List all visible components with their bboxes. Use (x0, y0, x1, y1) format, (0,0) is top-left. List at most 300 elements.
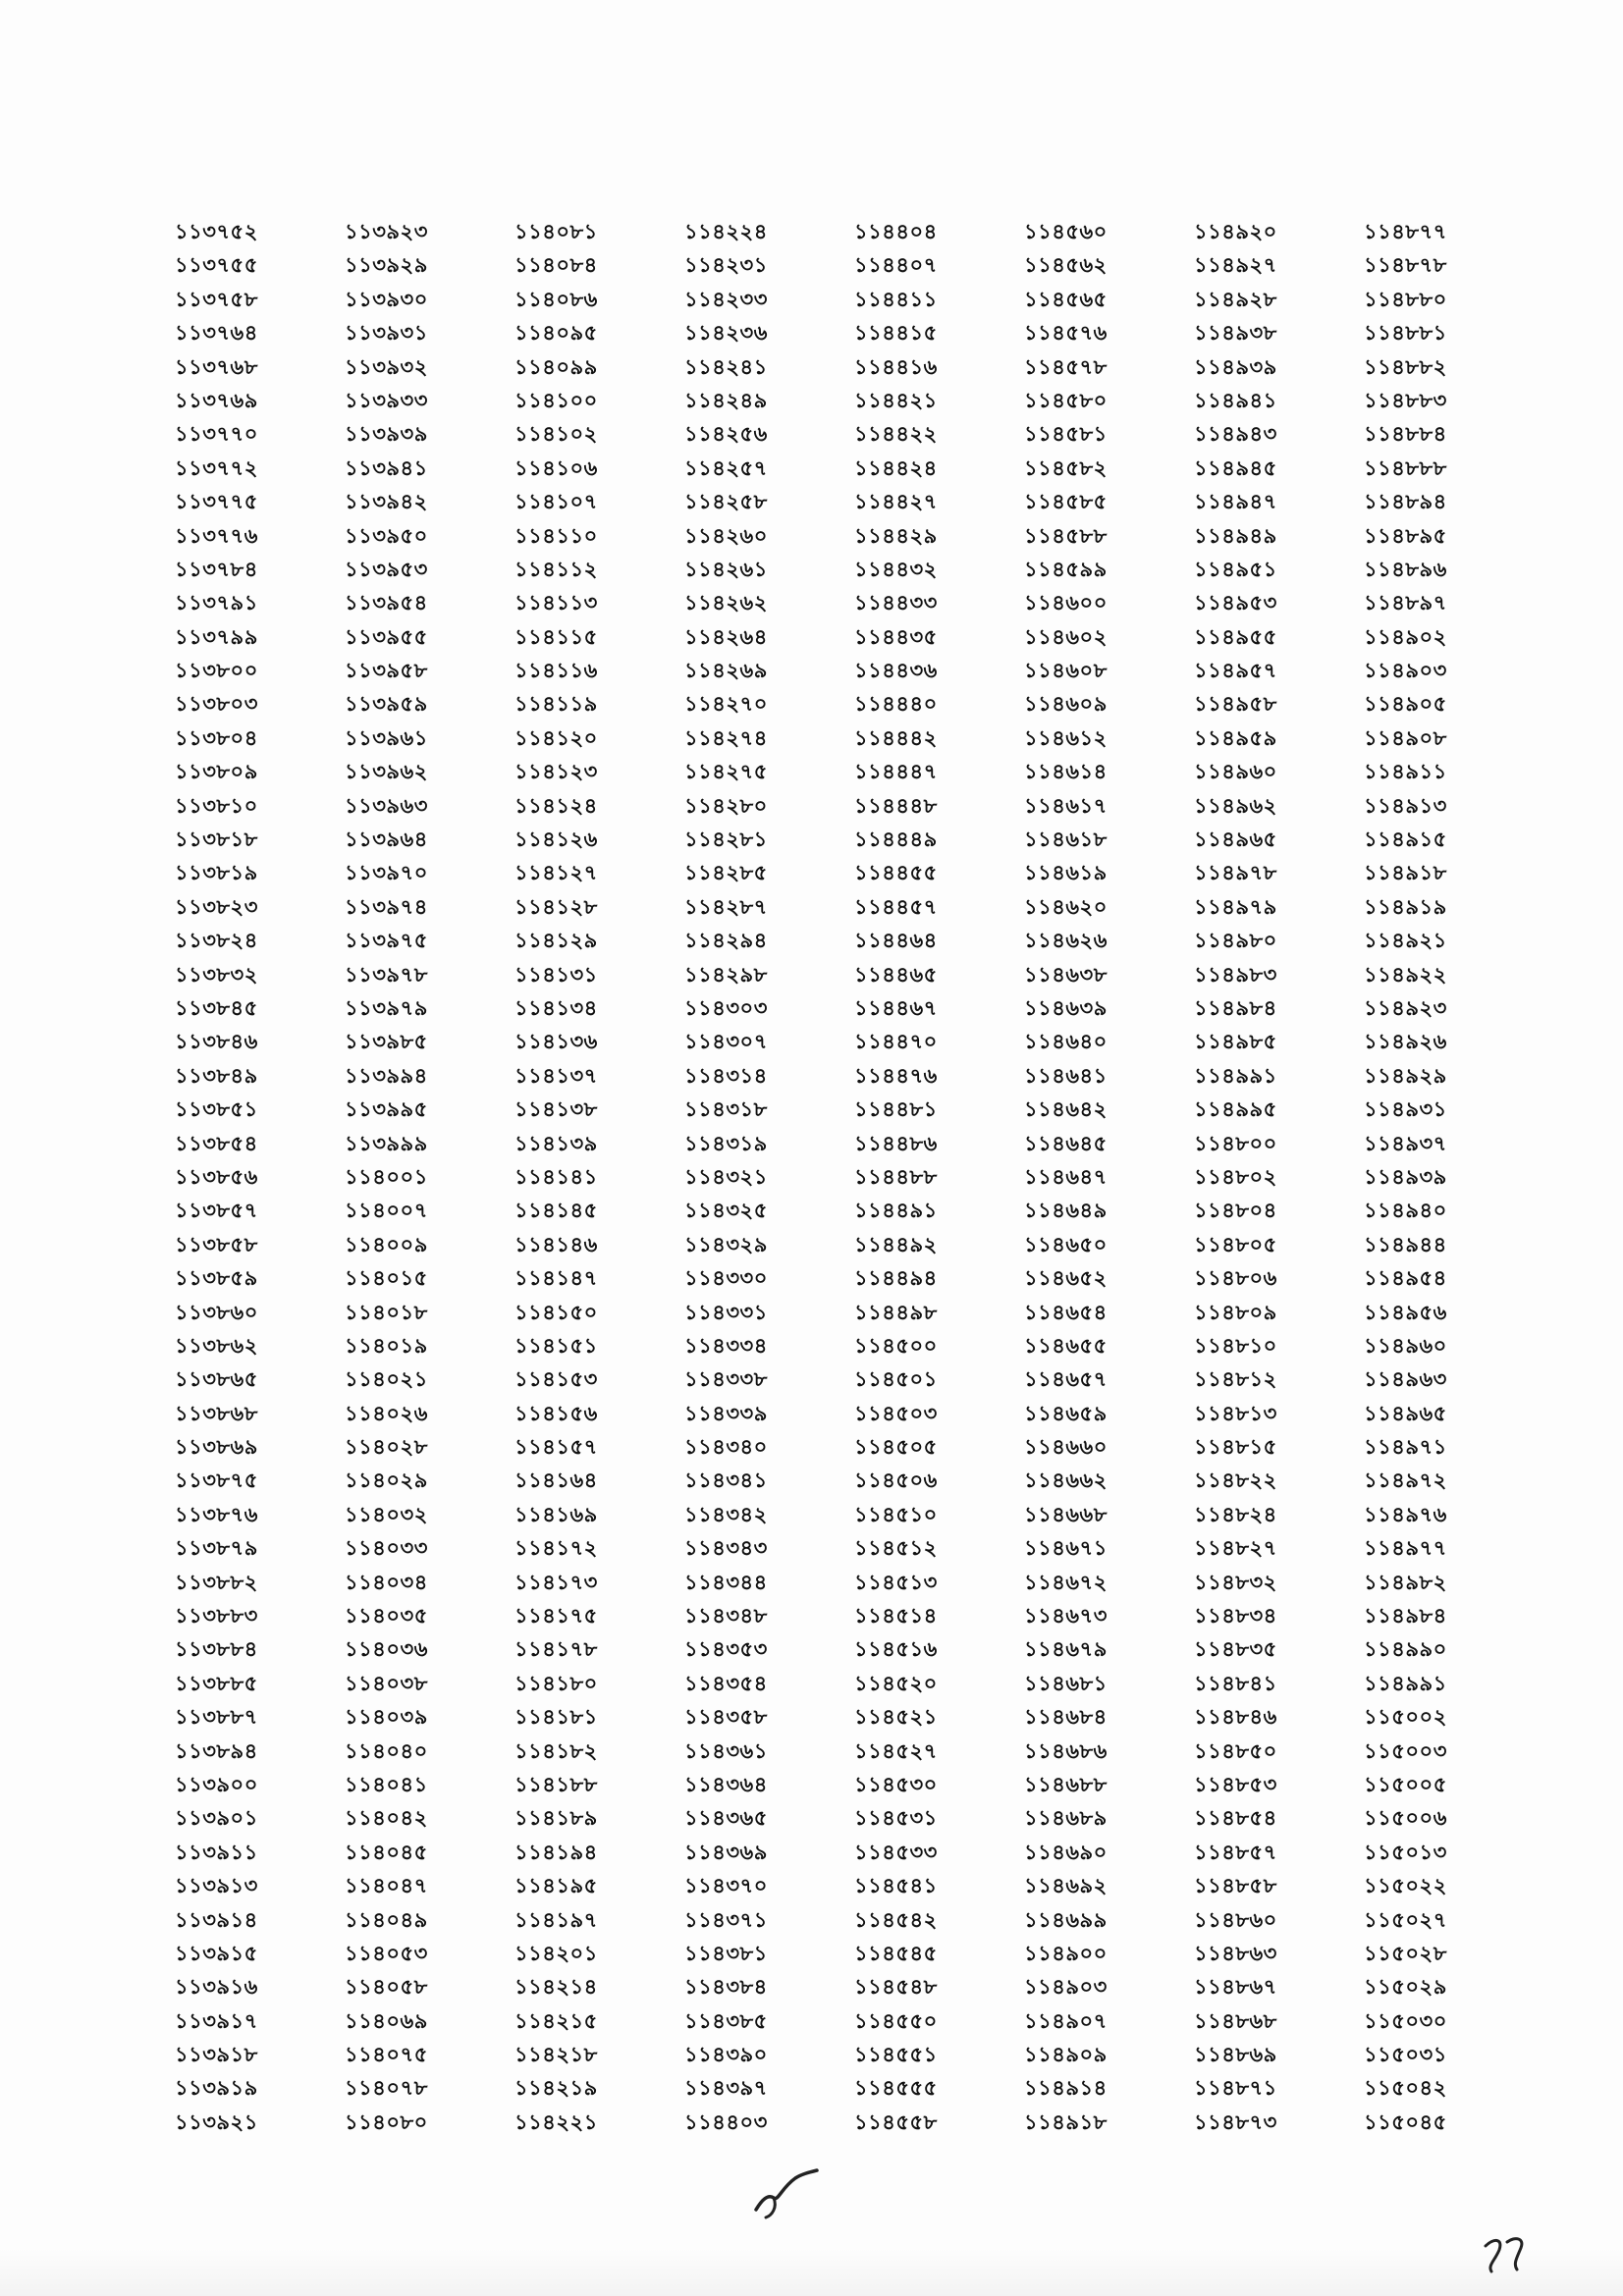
roll-number: ১১৩৯৬২ (345, 760, 428, 784)
roll-number: ১১৪৪৭৬ (854, 1063, 938, 1088)
roll-number: ১১৪৯৫৩ (1194, 591, 1277, 615)
roll-number: ১১৪৯১৩ (1364, 793, 1447, 818)
roll-number: ১১৪৫৪১ (854, 1874, 938, 1898)
roll-number: ১১৪২৮৫ (684, 861, 768, 885)
roll-number: ১১৩৯২৯ (345, 253, 428, 278)
roll-number: ১১৪৯৮৫ (1194, 1030, 1277, 1054)
roll-number: ১১৪৩৪৩ (684, 1536, 768, 1561)
roll-number: ১১৪০২৯ (345, 1468, 428, 1493)
roll-number: ১১৪০৪৯ (345, 1907, 428, 1932)
roll-number: ১১৩৭৬৪ (175, 321, 258, 346)
roll-number: ১১৩৯৫০ (345, 523, 428, 548)
roll-number: ১১৪২৭০ (684, 692, 768, 717)
roll-number: ১১৩৯১৯ (175, 2076, 258, 2101)
roll-number: ১১৪৬৬২ (1024, 1468, 1108, 1493)
roll-number: ১১৪১৩৬ (514, 1030, 598, 1054)
roll-number: ১১৪৩০৭ (684, 1030, 768, 1054)
roll-number: ১১৪০৯৯ (514, 354, 598, 379)
roll-number: ১১৪১৬৯ (514, 1502, 598, 1526)
roll-number: ১১৪১০০ (514, 388, 598, 412)
roll-number: ১১৪৮৩২ (1194, 1570, 1277, 1594)
roll-number: ১১৪৬৩৮ (1024, 962, 1108, 987)
roll-number: ১১৪৯৩৮ (1194, 321, 1277, 346)
roll-number: ১১৪০৪৭ (345, 1874, 428, 1898)
roll-number: ১১৪০২৮ (345, 1435, 428, 1460)
roll-number: ১১৪৮৬৭ (1194, 1975, 1277, 2000)
roll-number: ১১৪১৪৫ (514, 1199, 598, 1223)
roll-number: ১১৩৭৮৪ (175, 557, 258, 581)
roll-number: ১১৪৫০৬ (854, 1468, 938, 1493)
roll-number: ১১৪৩৬৫ (684, 1806, 768, 1831)
roll-number: ১১৪৮৬৯ (1194, 2043, 1277, 2067)
roll-number: ১১৩৮৫৪ (175, 1131, 258, 1155)
roll-number: ১১৪২৭৫ (684, 760, 768, 784)
roll-number: ১১৪৯২৭ (1194, 253, 1277, 278)
roll-number: ১১৪৯১৮ (1024, 2109, 1108, 2134)
roll-number: ১১৪৯০৫ (1364, 692, 1447, 717)
roll-number: ১১৪৮৮২ (1364, 354, 1447, 379)
roll-number: ১১৪৮৫৮ (1194, 1874, 1277, 1898)
roll-number: ১১৪৯৮০ (1194, 929, 1277, 953)
roll-number: ১১৪৫১৪ (854, 1604, 938, 1629)
roll-number: ১১৪০৩২ (345, 1502, 428, 1526)
roll-number: ১১৪৯৯০ (1364, 1637, 1447, 1662)
roll-number: ১১৪৩৩৪ (684, 1333, 768, 1358)
roll-number: ১১৪৯৩১ (1364, 1097, 1447, 1122)
roll-number: ১১৪৯১৪ (1024, 2076, 1108, 2101)
roll-number: ১১৪১৩১ (514, 962, 598, 987)
roll-number: ১১৪৩০৩ (684, 995, 768, 1020)
roll-number: ১১৪০৬৯ (345, 2008, 428, 2033)
roll-number: ১১৫০১৩ (1364, 1840, 1447, 1864)
roll-number: ১১৪৯৯১ (1364, 1671, 1447, 1695)
roll-number: ১১৩৯১৩ (175, 1874, 258, 1898)
roll-number: ১১৪১৮২ (514, 1738, 598, 1763)
roll-number: ১১৪৪৪০ (854, 692, 938, 717)
roll-number: ১১৩৮৫৭ (175, 1199, 258, 1223)
roll-number: ১১৪৩৫৩ (684, 1637, 768, 1662)
roll-number: ১১৪৯৭৭ (1364, 1536, 1447, 1561)
roll-number: ১১৩৯৯৪ (345, 1063, 428, 1088)
roll-number: ১১৪৩৫৪ (684, 1671, 768, 1695)
roll-number: ১১৫০৪২ (1364, 2076, 1447, 2101)
roll-number: ১১৪৪০৩ (684, 2109, 768, 2134)
roll-number: ১১৪৮০৬ (1194, 1266, 1277, 1291)
roll-number: ১১৪২৬০ (684, 523, 768, 548)
roll-column-5 (854, 215, 1024, 2139)
roll-number: ১১৩৯১৬ (175, 1975, 258, 2000)
roll-number: ১১৪৯৫৮ (1194, 692, 1277, 717)
roll-number: ১১৪৯৪১ (1194, 388, 1277, 412)
roll-number: ১১৪২২৪ (684, 220, 768, 243)
roll-number: ১১৪৪৪২ (854, 725, 938, 750)
roll-number: ১১৪৩৫৮ (684, 1705, 768, 1730)
roll-number: ১১৪৪৯১ (854, 1199, 938, 1223)
roll-number: ১১৪৮১৫ (1194, 1435, 1277, 1460)
roll-number: ১১৩৯১৫ (175, 1941, 258, 1965)
roll-number: ১১৪২১৯ (514, 2076, 598, 2101)
roll-number: ১১৩৮৩২ (175, 962, 258, 987)
roll-number: ১১৪৫০৩ (854, 1401, 938, 1425)
roll-number: ১১৪৯০৩ (1024, 1975, 1108, 2000)
roll-number: ১১৪৯০৩ (1364, 659, 1447, 683)
roll-number: ১১৪২৩৬ (684, 321, 768, 346)
roll-number: ১১৪৯২৬ (1364, 1030, 1447, 1054)
roll-number: ১১৪৪৩৫ (854, 624, 938, 649)
roll-number: ১১৪৮৮৩ (1364, 388, 1447, 412)
roll-number: ১১৪৯৪০ (1364, 1199, 1447, 1223)
roll-number: ১১৪৫২৭ (854, 1738, 938, 1763)
roll-number: ১১৩৭৯৯ (175, 624, 258, 649)
roll-number: ১১৩৮১৯ (175, 861, 258, 885)
roll-number: ১১৪১৩৭ (514, 1063, 598, 1088)
roll-number: ১১৪০৩৩ (345, 1536, 428, 1561)
roll-number: ১১৪৫৩১ (854, 1806, 938, 1831)
roll-number: ১১৩৭৫২ (175, 220, 258, 243)
roll-number: ১১৪৪০৭ (854, 253, 938, 278)
roll-number: ১১৩৮০৩ (175, 692, 258, 717)
roll-number: ১১৩৯৯৯ (345, 1131, 428, 1155)
roll-number: ১১৪১৭২ (514, 1536, 598, 1561)
roll-number: ১১৪৩৭০ (684, 1874, 768, 1898)
roll-number: ১১৪৯৬৫ (1194, 828, 1277, 852)
roll-number: ১১৪৮০৯ (1194, 1300, 1277, 1324)
roll-column-4 (684, 215, 854, 2139)
roll-number: ১১৪৮৩৫ (1194, 1637, 1277, 1662)
roll-column-7 (1194, 215, 1364, 2139)
roll-number: ১১৪০৩৯ (345, 1705, 428, 1730)
roll-number: ১১৪৩৭১ (684, 1907, 768, 1932)
roll-number: ১১৪০৫৮ (345, 1975, 428, 2000)
roll-number: ১১৪৬৫৭ (1024, 1367, 1108, 1392)
roll-number: ১১৪৯০৮ (1364, 725, 1447, 750)
roll-number: ১১৪৬৫৯ (1024, 1401, 1108, 1425)
roll-number: ১১৪৬৩৯ (1024, 995, 1108, 1020)
roll-number: ১১৪৪৬৭ (854, 995, 938, 1020)
roll-number: ১১৩৮০৯ (175, 760, 258, 784)
roll-number: ১১৪১০৬ (514, 455, 598, 480)
roll-number: ১১৪৫৬২ (1024, 253, 1108, 278)
roll-number: ১১৪৪৯২ (854, 1232, 938, 1256)
roll-number: ১১৪৮১২ (1194, 1367, 1277, 1392)
roll-number: ১১৪৫৫৮ (854, 2109, 938, 2134)
roll-number: ১১৪১৩৮ (514, 1097, 598, 1122)
roll-number: ১১৪৯৮৩ (1194, 962, 1277, 987)
roll-number: ১১৪৬৭২ (1024, 1570, 1108, 1594)
roll-number: ১১৪১২৮ (514, 894, 598, 919)
roll-number: ১১৪৮৮১ (1364, 321, 1447, 346)
roll-number: ১১৪৯১৫ (1364, 828, 1447, 852)
roll-number: ১১৩৮৮৩ (175, 1604, 258, 1629)
roll-number: ১১৪৯৫১ (1194, 557, 1277, 581)
roll-number: ১১৪৯৪৪ (1364, 1232, 1447, 1256)
roll-number: ১১৩৮৮৫ (175, 1671, 258, 1695)
roll-number: ১১৪৬৪০ (1024, 1030, 1108, 1054)
roll-number: ১১৪৩৪৪ (684, 1570, 768, 1594)
roll-number: ১১৪১৬৪ (514, 1468, 598, 1493)
roll-number: ১১৪৩৮১ (684, 1941, 768, 1965)
roll-number: ১১৪৪৮৮ (854, 1164, 938, 1189)
roll-number: ১১৪৮৭৭ (1364, 220, 1447, 243)
roll-number: ১১৪৬৬৮ (1024, 1502, 1108, 1526)
roll-number: ১১৪৯০৭ (1024, 2008, 1108, 2033)
roll-number: ১১৪৯৫৪ (1364, 1266, 1447, 1291)
roll-number: ১১৫০০৫ (1364, 1772, 1447, 1796)
roll-number: ১১৪৯৬৩ (1364, 1367, 1447, 1392)
roll-number: ১১৪৫৪৮ (854, 1975, 938, 2000)
roll-number: ১১৪৪২৪ (854, 455, 938, 480)
roll-number: ১১৪৫৮০ (1024, 388, 1108, 412)
roll-number: ১১৪১২৯ (514, 929, 598, 953)
roll-number: ১১৪৬৮৯ (1024, 1806, 1108, 1831)
roll-number: ১১৪৯৪৫ (1194, 455, 1277, 480)
roll-number: ১১৪০৮৪ (514, 253, 598, 278)
roll-number: ১১৪০৯৫ (514, 321, 598, 346)
roll-number: ১১৪২৬৪ (684, 624, 768, 649)
roll-number: ১১৪৫৭৮ (1024, 354, 1108, 379)
roll-number: ১১৪০১৯ (345, 1333, 428, 1358)
roll-number: ১১৪২০১ (514, 1941, 598, 1965)
roll-number: ১১৪৫২০ (854, 1671, 938, 1695)
roll-number: ১১৩৯২১ (175, 2109, 258, 2134)
roll-number: ১১৪৬০৮ (1024, 659, 1108, 683)
roll-number: ১১৪৬৪৯ (1024, 1199, 1108, 1223)
roll-number: ১১৪১৮৯ (514, 1806, 598, 1831)
roll-number: ১১৪৩৮৫ (684, 2008, 768, 2033)
roll-number: ১১৪৩৬১ (684, 1738, 768, 1763)
roll-number: ১১৪৯২৩ (1364, 995, 1447, 1020)
roll-number: ১১৪৮৭৮ (1364, 253, 1447, 278)
roll-number: ১১৪১৩৪ (514, 995, 598, 1020)
roll-column-3 (514, 215, 684, 2139)
roll-number: ১১৩৮০০ (175, 659, 258, 683)
roll-number: ১১৪৮০০ (1194, 1131, 1277, 1155)
roll-number: ১১৪১৪৬ (514, 1232, 598, 1256)
roll-number: ১১৪০৪১ (345, 1772, 428, 1796)
roll-number: ১১৩৯৫৯ (345, 692, 428, 717)
roll-number: ১১৩৮৪৬ (175, 1030, 258, 1054)
roll-number: ১১৪১৯৪ (514, 1840, 598, 1864)
roll-number: ১১৪৪৮৬ (854, 1131, 938, 1155)
roll-number: ১১৩৭৬৮ (175, 354, 258, 379)
roll-number: ১১৩৮৪৯ (175, 1063, 258, 1088)
roll-number: ১১৩৯৭৪ (345, 894, 428, 919)
roll-number: ১১৪১০২ (514, 422, 598, 447)
roll-number: ১১৪৮৫০ (1194, 1738, 1277, 1763)
roll-number: ১১৪৩৪৮ (684, 1604, 768, 1629)
roll-number: ১১৪৩৩৮ (684, 1367, 768, 1392)
roll-number: ১১৩৯৬৩ (345, 793, 428, 818)
roll-number: ১১৪৫৩০ (854, 1772, 938, 1796)
roll-number: ১১৪৯৩৯ (1364, 1164, 1447, 1189)
roll-number: ১১৪৬১৯ (1024, 861, 1108, 885)
roll-number: ১১৪৯৭১ (1364, 1435, 1447, 1460)
roll-column-6 (1024, 215, 1194, 2139)
roll-number: ১১৩৮৮৪ (175, 1637, 258, 1662)
roll-number: ১১৩৯০০ (175, 1772, 258, 1796)
roll-number: ১১৪০৩৮ (345, 1671, 428, 1695)
roll-number: ১১৪৮৬০ (1194, 1907, 1277, 1932)
roll-number: ১১৪১২৪ (514, 793, 598, 818)
roll-number: ১১৪২৫৮ (684, 490, 768, 514)
roll-number: ১১৪৫২১ (854, 1705, 938, 1730)
roll-number: ১১৪২৮১ (684, 828, 768, 852)
roll-number: ১১৪২৫৬ (684, 422, 768, 447)
roll-number: ১১৪৬৯০ (1024, 1840, 1108, 1864)
roll-number: ১১৪৮০৫ (1194, 1232, 1277, 1256)
roll-number: ১১৪২৪৯ (684, 388, 768, 412)
roll-number: ১১৪৪৪৭ (854, 760, 938, 784)
roll-number: ১১৪৩৩৯ (684, 1401, 768, 1425)
roll-number: ১১৪৩৩০ (684, 1266, 768, 1291)
roll-number: ১১৩৯৭৯ (345, 995, 428, 1020)
roll-number: ১১৪১৪৭ (514, 1266, 598, 1291)
roll-number: ১১৫০২৮ (1364, 1941, 1447, 1965)
roll-number: ১১৪০৪২ (345, 1806, 428, 1831)
roll-number: ১১৪০১৫ (345, 1266, 428, 1291)
roll-number: ১১৪৯৫৭ (1194, 659, 1277, 683)
roll-number: ১১৪৩৯০ (684, 2043, 768, 2067)
roll-number: ১১৩৮৬৮ (175, 1401, 258, 1425)
roll-number: ১১৪১১০ (514, 523, 598, 548)
roll-number: ১১৩৯৫৮ (345, 659, 428, 683)
roll-number: ১১৪০২১ (345, 1367, 428, 1392)
roll-number: ১১৪৩৪২ (684, 1502, 768, 1526)
roll-number: ১১৪৪০৪ (854, 220, 938, 243)
roll-number: ১১৪৮২৭ (1194, 1536, 1277, 1561)
roll-number: ১১৪৯২৮ (1194, 287, 1277, 311)
roll-number: ১১৪৯০০ (1024, 1941, 1108, 1965)
roll-number: ১১৪৯১৮ (1364, 861, 1447, 885)
roll-number: ১১৪১২০ (514, 725, 598, 750)
roll-number: ১১৪৬৮৪ (1024, 1705, 1108, 1730)
roll-number: ১১৪২১৮ (514, 2043, 598, 2067)
roll-number: ১১৪৮০২ (1194, 1164, 1277, 1189)
roll-number: ১১৪৮২২ (1194, 1468, 1277, 1493)
roll-number: ১১৩৮৭৬ (175, 1502, 258, 1526)
roll-number: ১১৪৬৮৮ (1024, 1772, 1108, 1796)
roll-number: ১১৪৯৭৮ (1194, 861, 1277, 885)
roll-number: ১১৪২১৫ (514, 2008, 598, 2033)
roll-number: ১১৪৮৯৪ (1364, 490, 1447, 514)
roll-number: ১১৩৮৪৫ (175, 995, 258, 1020)
roll-number: ১১৪৯২৯ (1364, 1063, 1447, 1088)
roll-number: ১১৪০৭৫ (345, 2043, 428, 2067)
roll-number: ১১৪১৯৫ (514, 1874, 598, 1898)
roll-number: ১১৪১৮৮ (514, 1772, 598, 1796)
roll-number: ১১৪৮০৪ (1194, 1199, 1277, 1223)
roll-number: ১১৩৯০১ (175, 1806, 258, 1831)
roll-number: ১১৪০৮০ (345, 2109, 428, 2134)
roll-column-8 (1364, 215, 1534, 2139)
roll-number: ১১৪৪৩২ (854, 557, 938, 581)
roll-number: ১১৪৬৭১ (1024, 1536, 1108, 1561)
roll-number: ১১৫০২৭ (1364, 1907, 1447, 1932)
roll-number: ১১৪৯৩৯ (1194, 354, 1277, 379)
roll-number: ১১৪৬০০ (1024, 591, 1108, 615)
roll-number: ১১৪০০৭ (345, 1199, 428, 1223)
roll-number: ১১৪১২৬ (514, 828, 598, 852)
roll-number: ১১৩৯৮৫ (345, 1030, 428, 1054)
roll-number: ১১৪৬১৭ (1024, 793, 1108, 818)
roll-number: ১১৫০২৯ (1364, 1975, 1447, 2000)
roll-number: ১১৪৪৬৫ (854, 962, 938, 987)
roll-number: ১১৪৮৪৬ (1194, 1705, 1277, 1730)
roll-number: ১১৪৪৩৩ (854, 591, 938, 615)
roll-number: ১১৩৯১৪ (175, 1907, 258, 1932)
roll-number: ১১৪৯৫৬ (1364, 1300, 1447, 1324)
roll-number: ১১৪৬৪৫ (1024, 1131, 1108, 1155)
roll-number: ১১৪৫০১ (854, 1367, 938, 1392)
roll-number: ১১৪৯৪৯ (1194, 523, 1277, 548)
roll-number: ১১৪৪৫৫ (854, 861, 938, 885)
roll-number: ১১৪০৭৮ (345, 2076, 428, 2101)
roll-number: ১১৩৭৭৬ (175, 523, 258, 548)
roll-number: ১১৪০০৯ (345, 1232, 428, 1256)
roll-number: ১১৪৮২৪ (1194, 1502, 1277, 1526)
roll-number: ১১৩৯৭৫ (345, 929, 428, 953)
roll-number: ১১৪১৭৫ (514, 1604, 598, 1629)
roll-number: ১১৪৮৫৭ (1194, 1840, 1277, 1864)
roll-number: ১১৪৯০২ (1364, 624, 1447, 649)
roll-number: ১১৩৮৮২ (175, 1570, 258, 1594)
roll-number: ১১৪৪১৫ (854, 321, 938, 346)
roll-number: ১১৪৪২১ (854, 388, 938, 412)
roll-number-grid (175, 215, 1447, 2139)
roll-number: ১১৪৯৫৫ (1194, 624, 1277, 649)
roll-number: ১১৪৮৮০ (1364, 287, 1447, 311)
roll-number: ১১৪৫৪৫ (854, 1941, 938, 1965)
roll-number: ১১৪৩৬৪ (684, 1772, 768, 1796)
roll-number: ১১৫০৩০ (1364, 2008, 1447, 2033)
roll-column-1 (175, 215, 345, 2139)
roll-number: ১১৪৯২১ (1364, 929, 1447, 953)
roll-number: ১১৩৭৬৯ (175, 388, 258, 412)
roll-number: ১১৪১১৬ (514, 659, 598, 683)
roll-number: ১১৪৫১৩ (854, 1570, 938, 1594)
roll-number: ১১৩৯৩৩ (345, 388, 428, 412)
roll-number: ১১৫০০৩ (1364, 1738, 1447, 1763)
roll-number: ১১৪৯২০ (1194, 220, 1277, 243)
roll-number: ১১৪৫৫০ (854, 2008, 938, 2033)
roll-number: ১১৪১৫৬ (514, 1401, 598, 1425)
roll-number: ১১৪৩৪০ (684, 1435, 768, 1460)
roll-number: ১১৪৮৭৩ (1194, 2109, 1277, 2134)
roll-number: ১১৪৯৭৬ (1364, 1502, 1447, 1526)
roll-number: ১১৪৮৯৫ (1364, 523, 1447, 548)
roll-number: ১১৪২৩১ (684, 253, 768, 278)
roll-number: ১১৪৬৪২ (1024, 1097, 1108, 1122)
roll-number: ১১৩৯৩১ (345, 321, 428, 346)
roll-number: ১১৩৮৬২ (175, 1333, 258, 1358)
roll-number: ১১৪৪৬৪ (854, 929, 938, 953)
roll-number: ১১৪৯২২ (1364, 962, 1447, 987)
roll-number: ১১৩৮৫১ (175, 1097, 258, 1122)
roll-number: ১১৪৬৬০ (1024, 1435, 1108, 1460)
roll-number: ১১৪৮৮৮ (1364, 455, 1447, 480)
roll-number: ১১৪২৮৭ (684, 894, 768, 919)
roll-number: ১১৪৫৬৫ (1024, 287, 1108, 311)
roll-number: ১১৪৫৪২ (854, 1907, 938, 1932)
roll-number: ১১৪৬২৬ (1024, 929, 1108, 953)
roll-number: ১১৪৯৬০ (1364, 1333, 1447, 1358)
roll-number: ১১৪৩৮৪ (684, 1975, 768, 2000)
roll-number: ১১৪৩২৫ (684, 1199, 768, 1223)
roll-number: ১১৪৩৪১ (684, 1468, 768, 1493)
roll-number: ১১৪৮১৩ (1194, 1401, 1277, 1425)
roll-number: ১১৪৩১৪ (684, 1063, 768, 1088)
roll-number: ১১৪১৫১ (514, 1333, 598, 1358)
